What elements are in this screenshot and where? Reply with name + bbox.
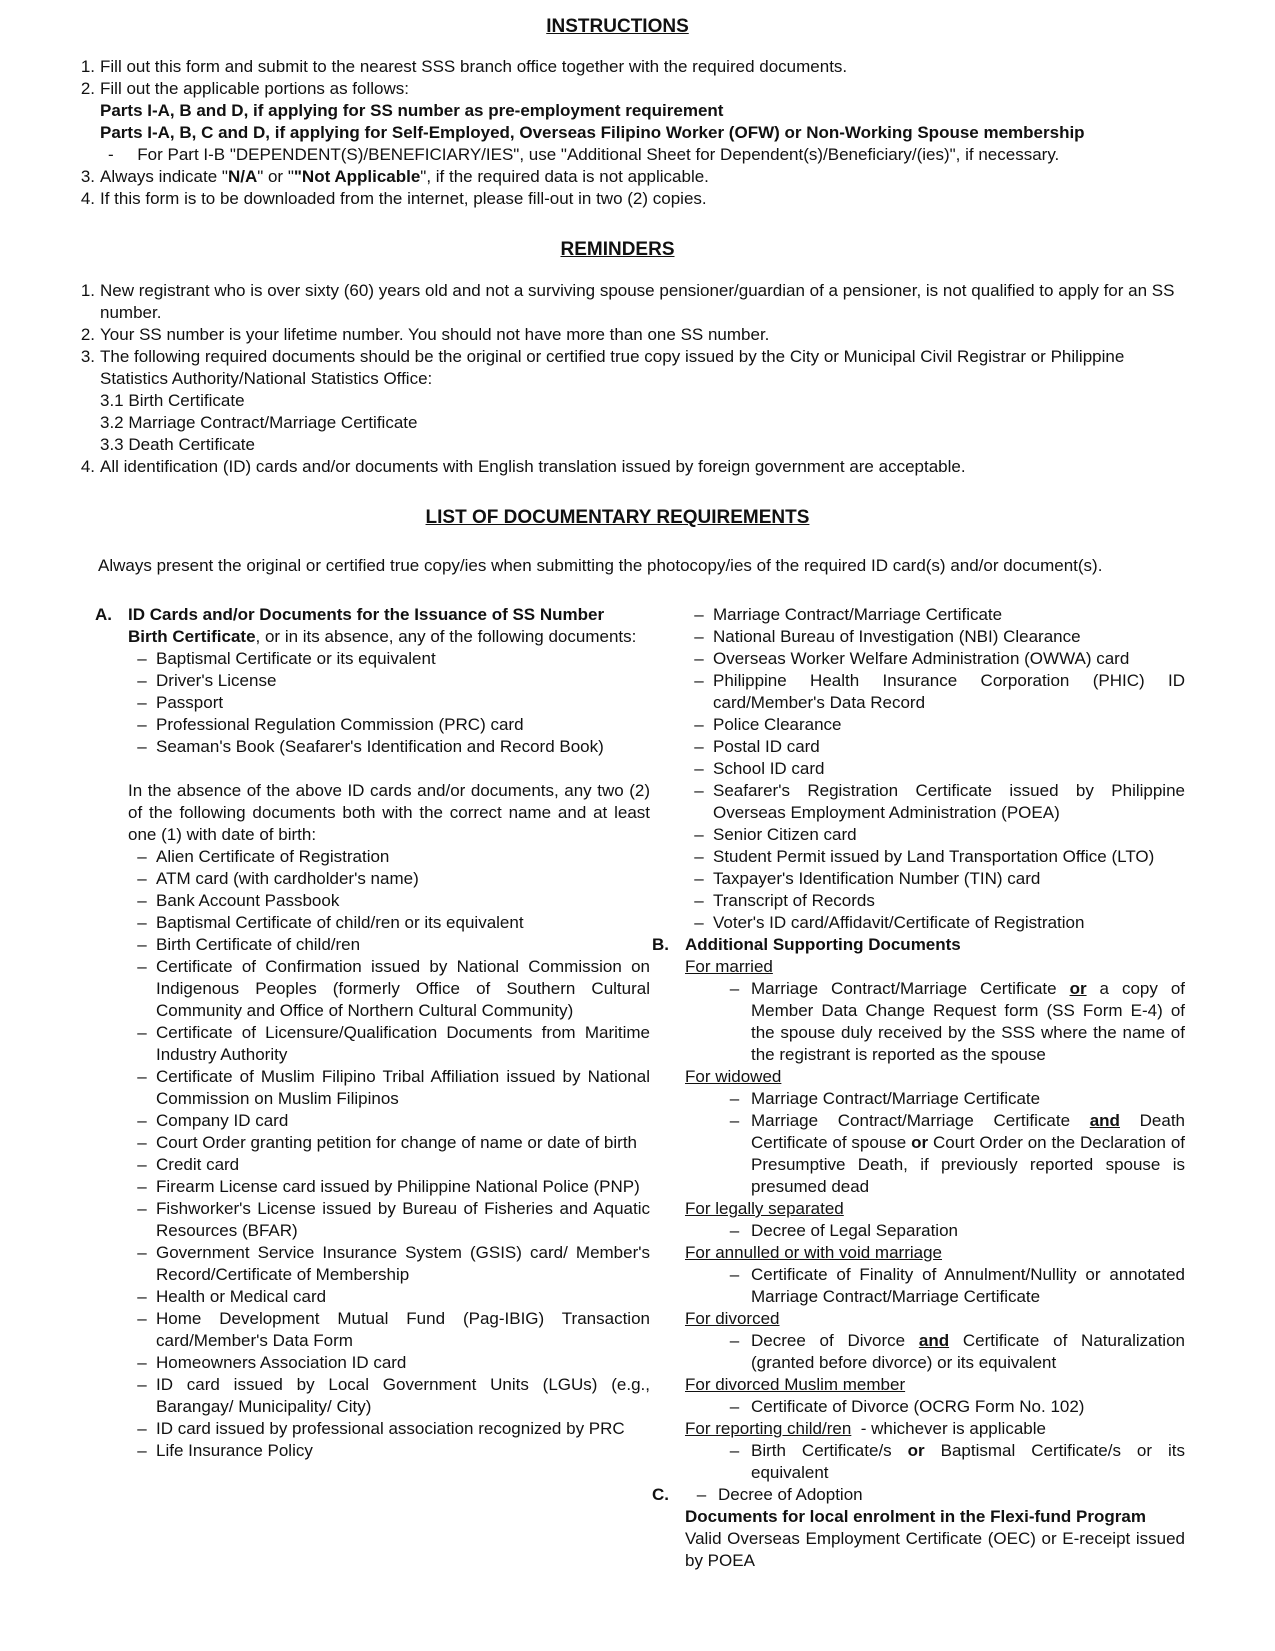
section-c-title: Documents for local enrolment in the Flexi-fund Program xyxy=(685,1507,1146,1526)
list-item: – Court Order granting petition for change of name or date of birth xyxy=(137,1133,637,1152)
list-item: 1. Fill out this form and submit to the nearest SSS branch office together with the required documents. xyxy=(80,57,848,76)
list-item: – Student Permit issued by Land Transportation Office (LTO) xyxy=(694,847,1155,866)
parts-line-2: Parts I-A, B, C and D, if applying for Self-Employed, Overseas Filipino Worker (OFW) or Non-Working Spouse membership xyxy=(100,123,1085,142)
list-item: – Transcript of Records xyxy=(694,891,875,910)
secondary-documents-list xyxy=(128,846,650,1462)
list-item: – Overseas Worker Welfare Administration (OWWA) card xyxy=(694,649,1130,668)
list-item: – Seafarer's Registration Certificate issued by Philippine Overseas Employment Administration (POEA) xyxy=(694,781,1185,822)
list-item: – Life Insurance Policy xyxy=(137,1441,313,1460)
requirements-right-column xyxy=(652,604,1186,1572)
list-item: – Police Clearance xyxy=(694,715,842,734)
list-item: – National Bureau of Investigation (NBI) Clearance xyxy=(694,627,1081,646)
list-item: 4. All identification (ID) cards and/or documents with English translation issued by foreign government are acceptable. xyxy=(80,457,966,476)
list-item: – Marriage Contract/Marriage Certificate xyxy=(729,1089,1041,1108)
list-item: – Home Development Mutual Fund (Pag-IBIG) Transaction card/Member's Data Form xyxy=(137,1309,650,1350)
list-item: – Birth Certificate of child/ren xyxy=(137,935,361,954)
requirements-left-column xyxy=(95,604,650,1462)
list-item: – Homeowners Association ID card xyxy=(137,1353,407,1372)
list-item: – Company ID card xyxy=(137,1111,289,1130)
requirements-intro: Always present the original or certified true copy/ies when submitting the photocopy/ies of the required ID card(s) and/or document(s). xyxy=(98,556,1103,575)
requirements-title: LIST OF DOCUMENTARY REQUIREMENTS xyxy=(425,507,810,528)
list-item: – Professional Regulation Commission (PRC) card xyxy=(137,715,524,734)
list-item: – Marriage Contract/Marriage Certificate xyxy=(694,605,1003,624)
section-c-item: Valid Overseas Employment Certificate (OEC) or E-receipt issued by POEA xyxy=(685,1529,1185,1570)
list-item: – Driver's License xyxy=(137,671,277,690)
list-item: – Bank Account Passbook xyxy=(137,891,340,910)
list-item: – ATM card (with cardholder's name) xyxy=(137,869,419,888)
list-item: – Voter's ID card/Affidavit/Certificate of Registration xyxy=(694,913,1085,932)
section-a-body: Birth Certificate, or in its absence, any of the following documents: – Baptismal Certificate or its equivalent – Driver's License – Passport – Professional Regulation Commission (PRC) card – Seaman's Book (Seafarer's Identification and Record Book) In the absence of the above ID cards and/or documents, any two (2) of the following documents both with the correct name and at least one (1) with date of birth: – Alien Certificate of Registration – ATM card (with cardholder's name) – Bank Account Passbook – Baptismal Certificate of child/ren or its equivalent – Birth Certificate of child/ren – Certificate of Confirmation issued by National Commission on Indigenous Peoples (formerly Office of Southern Cultural Community and Office of Northern Cultural Community) – Certificate of Licensure/Qualification Documents from Maritime Industry Authority – Certificate of Muslim Filipino Tribal Affiliation issued by National Commission on Muslim Filipinos – Company ID card – Court Order granting petition for change of name or date of birth – Credit card – Firearm License card issued by Philippine National Police (PNP) – Fishworker's License issued by Bureau of Fisheries and Aquatic Resources (BFAR) – Government Service Insurance System (GSIS) card/ Member's Record/Certificate of Membership – Health or Medical card – Home Development Mutual Fund (Pag-IBIG) Transaction card/Member's Data Form – Homeowners Association ID card – ID card issued by Local Government Units (LGUs) (e.g., Barangay/ Municipality/ City) – ID card issued by professional association recognized by PRC – Life Insurance Policy xyxy=(128,627,650,1460)
list-item: – Marriage Contract/Marriage Certificate and Death Certificate of spouse or Court Order on the Declaration of Presumptive Death, if previously reported spouse is presumed dead xyxy=(729,1111,1186,1196)
list-item: – Baptismal Certificate or its equivalent xyxy=(137,649,436,668)
list-item: – Certificate of Muslim Filipino Tribal Affiliation issued by National Commission on Muslim Filipinos xyxy=(137,1067,650,1108)
instructions-title: INSTRUCTIONS xyxy=(546,16,689,37)
list-item: – Passport xyxy=(137,693,224,712)
list-item: – Certificate of Divorce (OCRG Form No. 102) xyxy=(729,1397,1085,1416)
list-item: – Certificate of Confirmation issued by National Commission on Indigenous Peoples (formerly Office of Southern Cultural Community and Office of Northern Cultural Community) xyxy=(137,957,650,1020)
reminders-title: REMINDERS xyxy=(560,239,675,260)
list-item: – Seaman's Book (Seafarer's Identification and Record Book) xyxy=(137,737,604,756)
list-item: – Firearm License card issued by Philippine National Police (PNP) xyxy=(137,1177,640,1196)
list-item: - For Part I-B "DEPENDENT(S)/BENEFICIARY/IES", use "Additional Sheet for Dependent(s)/Beneficiary/(ies)", if necessary. xyxy=(108,145,1060,164)
list-item: – Health or Medical card xyxy=(137,1287,327,1306)
instructions-list xyxy=(60,56,1190,210)
list-item: – Postal ID card xyxy=(694,737,820,756)
list-item: – School ID card xyxy=(694,759,825,778)
part-b-note: For Part I-B "DEPENDENT(S)/BENEFICIARY/IES", use "Additional Sheet for Dependent(s)/Beneficiary/(ies)", if necessary. xyxy=(137,145,1060,164)
list-item: – Baptismal Certificate of child/ren or its equivalent xyxy=(137,913,524,932)
list-item: – ID card issued by professional association recognized by PRC xyxy=(137,1419,625,1438)
list-item: 3. The following required documents should be the original or certified true copy issued by the City or Municipal Civil Registrar or Philippine Statistics Authority/National Statistics Office: 3.1 Birth Certificate 3.2 Marriage Contract/Marriage Certificate 3.3 Death Certificate xyxy=(80,347,1125,454)
list-item: – Decree of Legal Separation xyxy=(729,1221,958,1240)
section-c-letter: C. xyxy=(652,1485,669,1504)
list-item: – Certificate of Finality of Annulment/Nullity or annotated Marriage Contract/Marriage Certificate xyxy=(729,1265,1185,1306)
list-item: 3. Always indicate "N/A" or ""Not Applicable", if the required data is not applicable. xyxy=(80,167,709,186)
section-a-heading: A. ID Cards and/or Documents for the Issuance of SS Number xyxy=(95,605,605,624)
parts-line-1: Parts I-A, B and D, if applying for SS number as pre-employment requirement xyxy=(100,101,724,120)
list-item: – Taxpayer's Identification Number (TIN) card xyxy=(694,869,1041,888)
section-b-heading: B. Additional Supporting Documents xyxy=(652,935,961,954)
list-item: – Philippine Health Insurance Corporation (PHIC) ID card/Member's Data Record xyxy=(694,671,1185,712)
list-item: – Government Service Insurance System (GSIS) card/ Member's Record/Certificate of Membership xyxy=(137,1243,650,1284)
secondary-documents-list-continued xyxy=(685,604,1185,934)
list-item: – ID card issued by Local Government Units (LGUs) (e.g., Barangay/ Municipality/ City) xyxy=(137,1375,650,1416)
list-item: – Senior Citizen card xyxy=(694,825,857,844)
list-item: – Alien Certificate of Registration xyxy=(137,847,390,866)
list-item: 1. New registrant who is over sixty (60) years old and not a surviving spouse pensioner/guardian of a pensioner, is not qualified to apply for an SS number. xyxy=(80,281,1175,322)
absence-note: In the absence of the above ID cards and/or documents, any two (2) of the following documents both with the correct name and at least one (1) with date of birth: xyxy=(128,781,650,844)
list-item: 2. Your SS number is your lifetime number. You should not have more than one SS number. xyxy=(80,325,770,344)
reminders-list xyxy=(60,280,1190,478)
list-item: – Certificate of Licensure/Qualification Documents from Maritime Industry Authority xyxy=(137,1023,650,1064)
primary-documents-list xyxy=(128,648,650,758)
list-item: – Marriage Contract/Marriage Certificate or a copy of Member Data Change Request form (SS Form E-4) of the spouse duly received by the SSS where the name of the registrant is reported as the spouse xyxy=(729,979,1185,1064)
list-item: 2. Fill out the applicable portions as follows: Parts I-A, B and D, if applying for SS number as pre-employment requirement Parts I-A, B, C and D, if applying for Self-Employed, Overseas Filipino Worker (OFW) or Non-Working Spouse membership xyxy=(60,78,1190,144)
list-item: – Birth Certificate/s or Baptismal Certificate/s or its equivalent xyxy=(729,1441,1185,1482)
list-item: – Fishworker's License issued by Bureau of Fisheries and Aquatic Resources (BFAR) xyxy=(137,1199,650,1240)
list-item: – Credit card xyxy=(137,1155,240,1174)
list-item: 4. If this form is to be downloaded from the internet, please fill-out in two (2) copies. xyxy=(80,189,707,208)
list-item: – Decree of Divorce and Certificate of Naturalization (granted before divorce) or its equivalent xyxy=(729,1331,1185,1372)
section-b-body: For married – Marriage Contract/Marriage Certificate or a copy of Member Data Change Request form (SS Form E-4) of the spouse duly received by the SSS where the name of the registrant is reported as the spouse For widowed – Marriage Contract/Marriage Certificate – Marriage Contract/Marriage Certificate and Death Certificate of spouse or Court Order on the Declaration of Presumptive Death, if previously reported spouse is presumed dead For legally separated – Decree of Legal Separation For annulled or with void marriage – Certificate of Finality of Annulment/Nullity or annotated Marriage Contract/Marriage Certificate For divorced – Decree of Divorce and Certificate of Naturalization (granted before divorce) or its equivalent For divorced Muslim member – Certificate of Divorce (OCRG Form No. 102) For reporting child/ren - whichever is applicable – Birth Certificate/s or Baptismal Certificate/s or its equivalent C. – Decree of Adoption Documents for local enrolment in the Flexi-fund Program Valid Overseas Employment Certificate (OEC) or E-receipt issued by POEA xyxy=(652,957,1186,1570)
